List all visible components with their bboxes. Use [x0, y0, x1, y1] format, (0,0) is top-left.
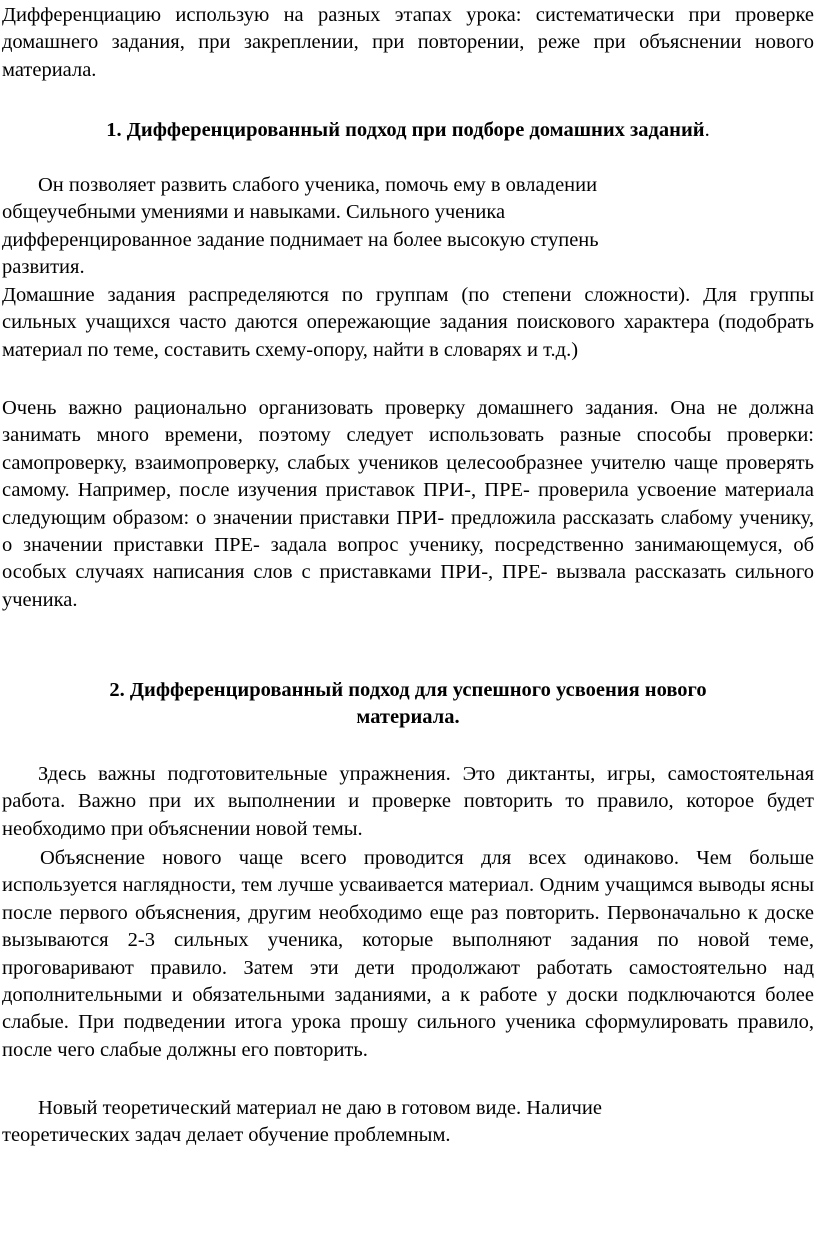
section-heading-1-period: .	[704, 119, 710, 141]
paragraph-homework-groups: Домашние задания распределяются по группам (по степени сложности). Для группы сильных учащихся часто даются опережающие задания поискового характера (подобрать материал по теме, составить схему-опору, найти в словарях и т.д.)	[2, 284, 814, 361]
paragraph-theory-material-line-1: Новый теоретический материал не даю в готовом виде. Наличие	[38, 1097, 602, 1119]
paragraph-weak-student	[2, 172, 814, 282]
paragraph-preparatory-exercises: Здесь важны подготовительные упражнения. Это диктанты, игры, самостоятельная работа. Важно при их выполнении и проверке повторить то правило, которое будет необходимо при объяснении новой темы.	[2, 763, 814, 840]
paragraph-weak-student-line-1: Он позволяет развить слабого ученика, помочь ему в овладении	[38, 174, 598, 196]
section-heading-1	[2, 117, 814, 144]
paragraph-theory-material	[2, 1095, 814, 1150]
paragraph-theory-material-line-2: теоретических задач делает обучение проблемным.	[2, 1124, 451, 1147]
paragraph-weak-student-line-2: общеучебными умениями и навыками. Сильного ученика	[2, 201, 506, 224]
paragraph-weak-student-line-4: развития.	[2, 256, 85, 279]
section-heading-1-text: 1. Дифференцированный подход при подборе домашних заданий	[106, 119, 705, 141]
section-heading-2-line-2: материала.	[356, 706, 460, 729]
paragraph-new-material-explanation: Объяснение нового чаще всего проводится для всех одинаково. Чем больше используется наглядности, тем лучше усваивается материал. Одним учащимся выводы ясны после первого объяснения, другим необходимо еще раз повторить. Первоначально к доске вызываются 2-3 сильных ученика, которые выполняют задания по новой теме, проговаривают правило. Затем эти дети продолжают работать самостоятельно над дополнительными и обязательными заданиями, а к работе у доски подключаются более слабые. При подведении итога урока прошу сильного ученика сформулировать правило, после чего слабые должны его повторить.	[2, 847, 814, 1061]
section-heading-2	[2, 677, 814, 732]
paragraph-weak-student-line-3: дифференцированное задание поднимает на более высокую ступень	[2, 228, 599, 251]
section-heading-2-line-1: 2. Дифференцированный подход для успешного усвоения нового	[109, 679, 707, 701]
intro-paragraph: Дифференциацию использую на разных этапах урока: систематически при проверке домашнего задания, при закреплении, при повторении, реже при объяснении нового материала.	[2, 4, 814, 81]
paragraph-homework-check: Очень важно рационально организовать проверку домашнего задания. Она не должна занимать много времени, поэтому следует использовать разные способы проверки: самопроверку, взаимопроверку, слабых учеников целесообразнее учителю чаще проверять самому. Например, после изучения приставок ПРИ-, ПРЕ- проверила усвоение материала следующим образом: о значении приставки ПРИ- предложила рассказать слабому ученику, о значении приставки ПРЕ- задала вопрос ученику, посредственно занимающемуся, об особых случаях написания слов с приставками ПРИ-, ПРЕ- вызвала рассказать сильного ученика.	[2, 397, 814, 611]
